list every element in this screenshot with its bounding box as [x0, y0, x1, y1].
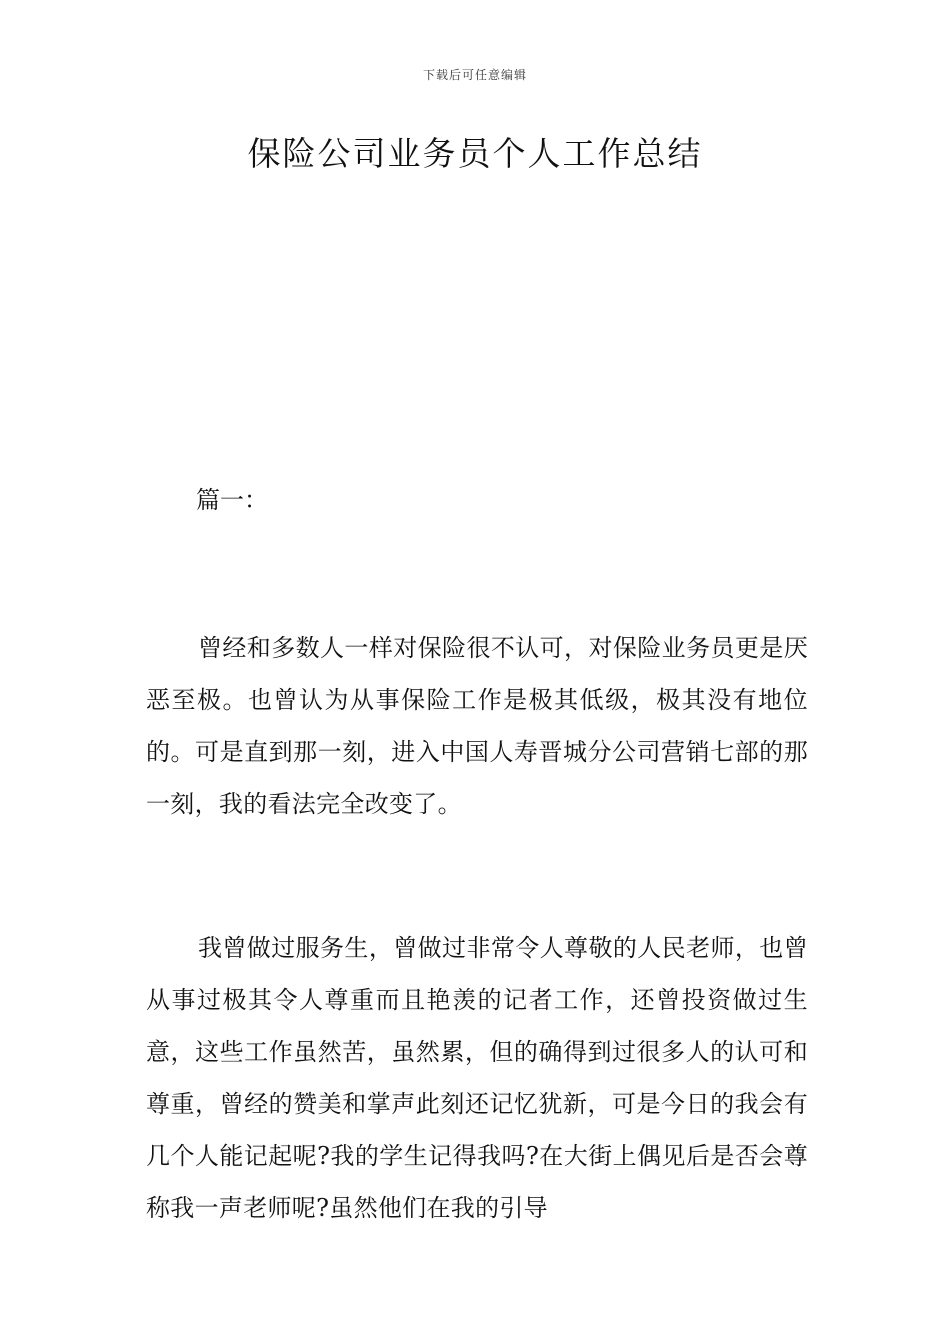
header-note: 下载后可任意编辑	[422, 68, 527, 82]
document-title: 保险公司业务员个人工作总结	[247, 134, 703, 173]
paragraph-2: 我曾做过服务生，曾做过非常令人尊敬的人民老师，也曾从事过极其令人尊重而且艳羡的记者工作，还曾投资做过生意，这些工作虽然苦，虽然累，但的确得到过很多人的认可和尊重，曾经的赞美和掌声此刻还记忆犹新，可是今日的我会有几个人能记起呢?我的学生记得我吗?在大街上偶见后是否会尊称我一声老师呢?虽然他们在我的引导	[146, 934, 808, 1222]
section-label: 篇一：	[196, 486, 268, 514]
paragraph-1: 曾经和多数人一样对保险很不认可，对保险业务员更是厌恶至极。也曾认为从事保险工作是极其低级，极其没有地位的。可是直到那一刻，进入中国人寿晋城分公司营销七部的那一刻，我的看法完全改变了。	[146, 634, 808, 818]
